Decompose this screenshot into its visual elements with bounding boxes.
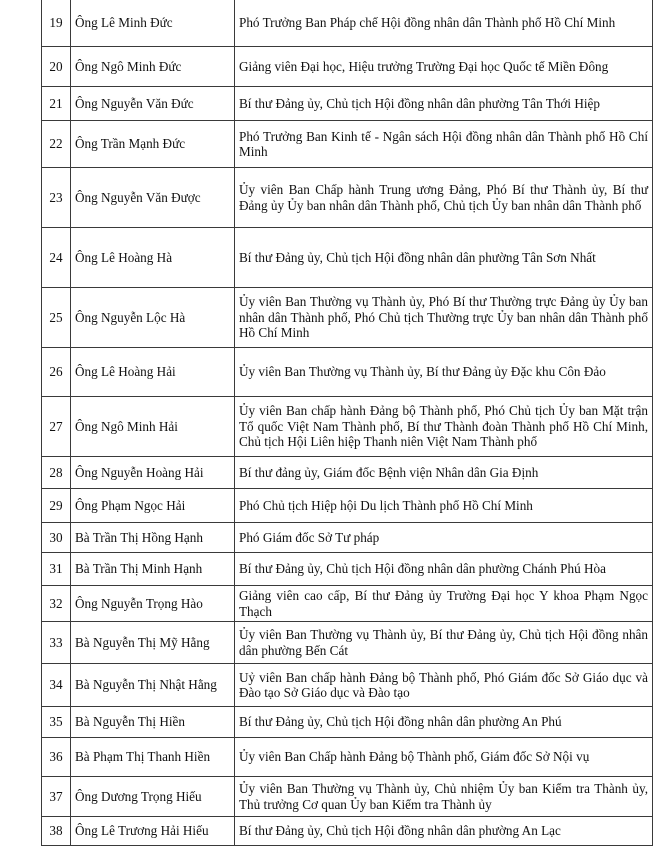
row-number: 27 bbox=[42, 397, 71, 457]
table-row bbox=[42, 87, 653, 121]
table-row bbox=[42, 397, 653, 457]
table-row bbox=[42, 121, 653, 168]
person-role: Bí thư Đảng ủy, Chủ tịch Hội đồng nhân dân phường Tân Thới Hiệp bbox=[235, 87, 653, 121]
row-number: 20 bbox=[42, 47, 71, 87]
table-row bbox=[42, 586, 653, 622]
row-number: 30 bbox=[42, 523, 71, 553]
table-row bbox=[42, 457, 653, 489]
table-row bbox=[42, 523, 653, 553]
row-number: 25 bbox=[42, 288, 71, 348]
person-name: Bà Trần Thị Minh Hạnh bbox=[71, 553, 235, 586]
person-role: Bí thư Đảng ủy, Chủ tịch Hội đồng nhân dân phường Chánh Phú Hòa bbox=[235, 553, 653, 586]
table-row bbox=[42, 0, 653, 47]
person-role: Ủy viên Ban Thường vụ Thành ủy, Chủ nhiệm Ủy ban Kiểm tra Thành ủy, Thủ trưởng Cơ quan Ủy ban Kiểm tra Thành ủy bbox=[235, 777, 653, 817]
person-name: Ông Nguyễn Lộc Hà bbox=[71, 288, 235, 348]
row-number: 33 bbox=[42, 622, 71, 664]
person-name: Bà Nguyễn Thị Nhật Hằng bbox=[71, 664, 235, 707]
table-row bbox=[42, 777, 653, 817]
person-role: Ủy viên Ban chấp hành Đảng bộ Thành phố, Phó Chủ tịch Ủy ban Mặt trận Tổ quốc Việt Nam Thành phố, Bí thư Thành đoàn Thành phố Hồ Chí Minh, Chủ tịch Hội Liên hiệp Thanh niên Việt Nam Thành phố bbox=[235, 397, 653, 457]
person-name: Ông Lê Hoàng Hà bbox=[71, 228, 235, 288]
person-name: Ông Trần Mạnh Đức bbox=[71, 121, 235, 168]
person-role: Ủy viên Ban Thường vụ Thành ủy, Bí thư Đảng ủy Đặc khu Côn Đảo bbox=[235, 348, 653, 397]
table-row bbox=[42, 817, 653, 846]
table-row bbox=[42, 553, 653, 586]
person-name: Ông Ngô Minh Hải bbox=[71, 397, 235, 457]
row-number: 37 bbox=[42, 777, 71, 817]
person-name: Ông Ngô Minh Đức bbox=[71, 47, 235, 87]
row-number: 35 bbox=[42, 707, 71, 738]
person-role: Ủy viên Ban Chấp hành Đảng bộ Thành phố, Giám đốc Sở Nội vụ bbox=[235, 738, 653, 777]
candidate-table-body bbox=[42, 0, 653, 846]
person-role: Phó Giám đốc Sở Tư pháp bbox=[235, 523, 653, 553]
person-name: Bà Nguyễn Thị Mỹ Hằng bbox=[71, 622, 235, 664]
person-name: Ông Phạm Ngọc Hải bbox=[71, 489, 235, 523]
person-name: Bà Trần Thị Hồng Hạnh bbox=[71, 523, 235, 553]
person-name: Ông Lê Minh Đức bbox=[71, 0, 235, 47]
person-role: Phó Chủ tịch Hiệp hội Du lịch Thành phố Hồ Chí Minh bbox=[235, 489, 653, 523]
table-row bbox=[42, 47, 653, 87]
table-row bbox=[42, 622, 653, 664]
row-number: 29 bbox=[42, 489, 71, 523]
person-role: Bí thư Đảng ủy, Chủ tịch Hội đồng nhân dân phường An Phú bbox=[235, 707, 653, 738]
person-role: Ủy viên Ban Thường vụ Thành ủy, Phó Bí thư Thường trực Đảng ủy Ủy ban nhân dân Thành phố, Phó Chủ tịch Thường trực Ủy ban nhân dân Thành phố Hồ Chí Minh bbox=[235, 288, 653, 348]
row-number: 26 bbox=[42, 348, 71, 397]
person-name: Ông Lê Hoàng Hải bbox=[71, 348, 235, 397]
row-number: 21 bbox=[42, 87, 71, 121]
person-name: Ông Nguyễn Hoàng Hải bbox=[71, 457, 235, 489]
person-name: Ông Lê Trương Hải Hiếu bbox=[71, 817, 235, 846]
table-row bbox=[42, 348, 653, 397]
person-role: Phó Trưởng Ban Kinh tế - Ngân sách Hội đồng nhân dân Thành phố Hồ Chí Minh bbox=[235, 121, 653, 168]
person-role: Ủy viên Ban Thường vụ Thành ủy, Bí thư Đảng ủy, Chủ tịch Hội đồng nhân dân phường Bến Cát bbox=[235, 622, 653, 664]
person-name: Ông Dương Trọng Hiếu bbox=[71, 777, 235, 817]
candidate-table bbox=[41, 0, 653, 846]
table-row bbox=[42, 664, 653, 707]
table-row bbox=[42, 228, 653, 288]
row-number: 38 bbox=[42, 817, 71, 846]
person-name: Ông Nguyễn Trọng Hào bbox=[71, 586, 235, 622]
table-row bbox=[42, 489, 653, 523]
row-number: 23 bbox=[42, 168, 71, 228]
row-number: 19 bbox=[42, 0, 71, 47]
person-role: Bí thư đảng ủy, Giám đốc Bệnh viện Nhân dân Gia Định bbox=[235, 457, 653, 489]
person-role: Giảng viên cao cấp, Bí thư Đảng ủy Trường Đại học Y khoa Phạm Ngọc Thạch bbox=[235, 586, 653, 622]
row-number: 31 bbox=[42, 553, 71, 586]
person-role: Ủy viên Ban Chấp hành Trung ương Đảng, Phó Bí thư Thành ủy, Bí thư Đảng ủy Ủy ban nhân dân Thành phố, Chủ tịch Ủy ban nhân dân Thành phố bbox=[235, 168, 653, 228]
table-row bbox=[42, 168, 653, 228]
row-number: 22 bbox=[42, 121, 71, 168]
table-row bbox=[42, 707, 653, 738]
table-row bbox=[42, 738, 653, 777]
table-row bbox=[42, 288, 653, 348]
person-role: Phó Trưởng Ban Pháp chế Hội đồng nhân dân Thành phố Hồ Chí Minh bbox=[235, 0, 653, 47]
row-number: 28 bbox=[42, 457, 71, 489]
person-name: Bà Nguyễn Thị Hiền bbox=[71, 707, 235, 738]
person-name: Ông Nguyễn Văn Đức bbox=[71, 87, 235, 121]
person-role: Bí thư Đảng ủy, Chủ tịch Hội đồng nhân dân phường An Lạc bbox=[235, 817, 653, 846]
row-number: 24 bbox=[42, 228, 71, 288]
person-role: Bí thư Đảng ủy, Chủ tịch Hội đồng nhân dân phường Tân Sơn Nhất bbox=[235, 228, 653, 288]
row-number: 32 bbox=[42, 586, 71, 622]
person-role: Giảng viên Đại học, Hiệu trưởng Trường Đại học Quốc tế Miền Đông bbox=[235, 47, 653, 87]
person-role: Uỷ viên Ban chấp hành Đảng bộ Thành phố, Phó Giám đốc Sở Giáo dục và Đào tạo Sở Giáo dục và Đào tạo bbox=[235, 664, 653, 707]
person-name: Ông Nguyễn Văn Được bbox=[71, 168, 235, 228]
row-number: 34 bbox=[42, 664, 71, 707]
person-name: Bà Phạm Thị Thanh Hiền bbox=[71, 738, 235, 777]
row-number: 36 bbox=[42, 738, 71, 777]
